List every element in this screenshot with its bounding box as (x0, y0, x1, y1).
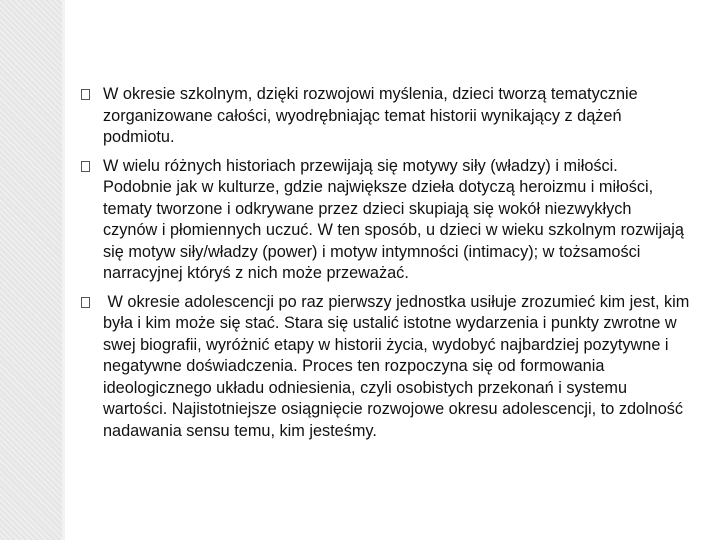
decorative-side-band (0, 0, 62, 540)
bullet-text: W wielu różnych historiach przewijają się motywy siły (władzy) i miłości. Podobnie jak w kulturze, gdzie największe dzieła dotyczą heroizmu i miłości, tematy tworzone i odkrywane przez dzieci skupiają się wokół niezwykłych czynów i płomiennych uczuć. W ten sposób, u dzieci w wieku szkolnym rozwijają się motyw siły/władzy (power) i motyw intymności (intimacy); w tożsamości narracyjnej któryś z nich może przeważać. (103, 156, 684, 282)
bullet-text: W okresie adolescencji po raz pierwszy jednostka usiłuje zrozumieć kim jest, kim była i kim może się stać. Stara się ustalić istotne wydarzenia i punkty zwrotne w swej biografii, wyróżnić etapy w historii życia, wydobyć najbardziej pozytywne i negatywne doświadczenia. Proces ten rozpoczyna się od formowania ideologicznego układu odniesienia, czyli osobistych przekonań i systemu wartości. Najistotniejsze osiągnięcie rozwojowe okresu adolescencji, to zdolność nadawania sensu temu, kim jesteśmy. (103, 292, 694, 440)
bullet-item (78, 292, 694, 443)
bullet-text: W okresie szkolnym, dzięki rozwojowi myślenia, dzieci tworzą tematycznie zorganizowane całości, wyodrębniając temat historii wynikający z dążeń podmiotu. (103, 85, 638, 146)
square-bullet-icon (81, 297, 90, 308)
bullet-item (78, 84, 690, 149)
bullet-item (78, 156, 690, 285)
bullet-list (78, 84, 694, 449)
square-bullet-icon (81, 161, 90, 172)
square-bullet-icon (81, 89, 90, 100)
side-band-divider (62, 0, 65, 540)
